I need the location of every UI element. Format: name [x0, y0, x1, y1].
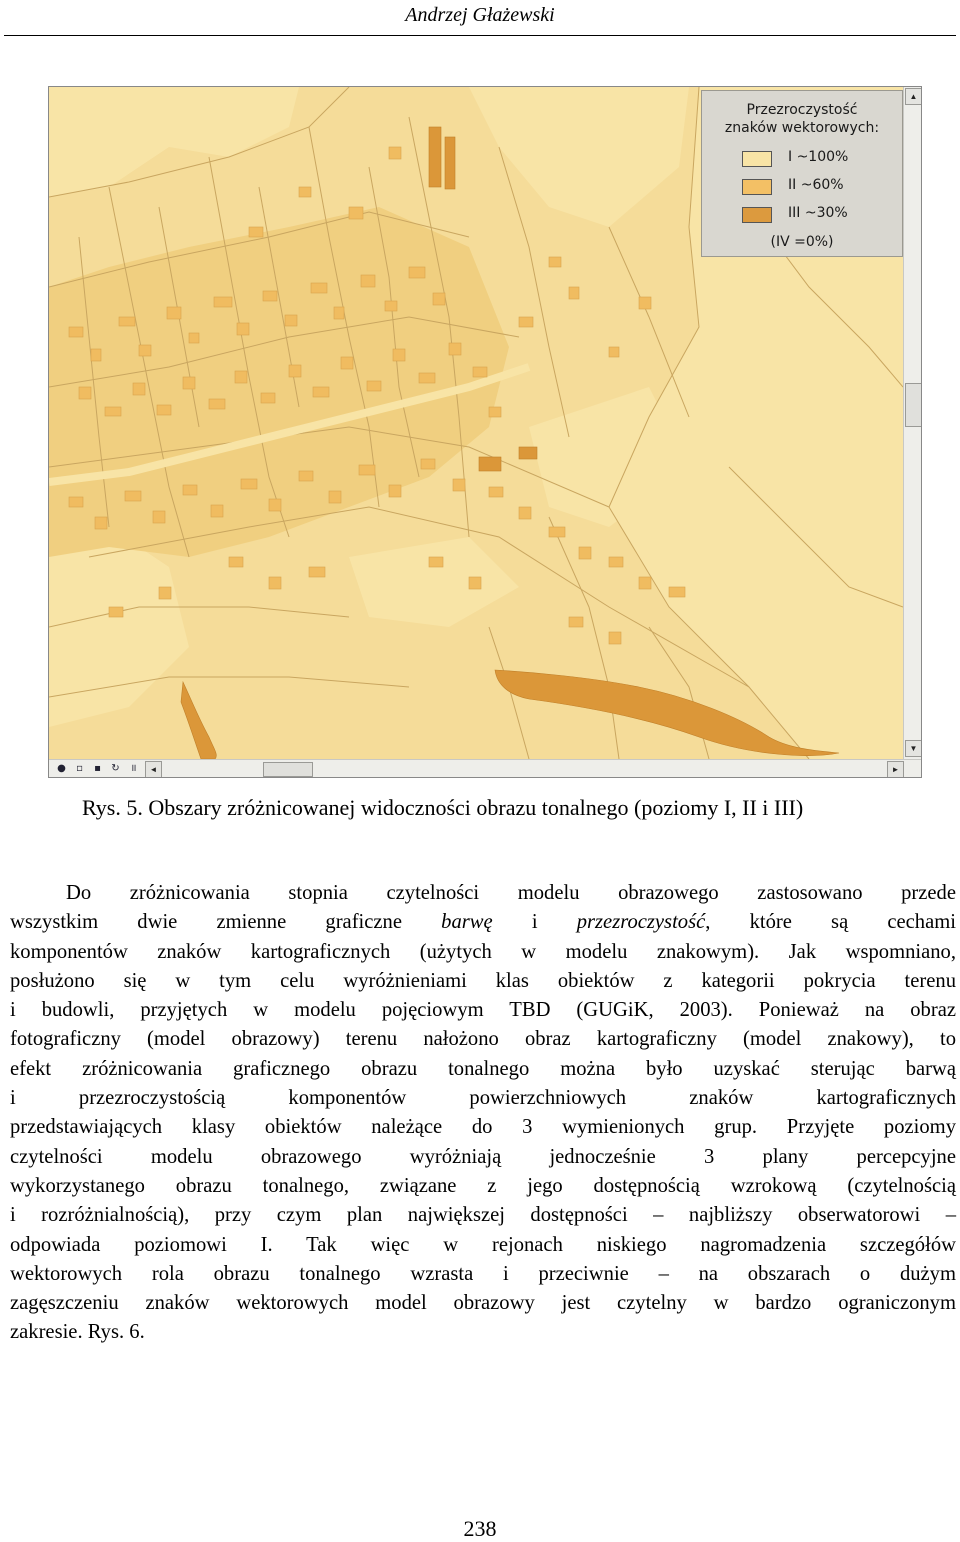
scroll-up-icon[interactable]: ▲	[905, 88, 922, 105]
legend-label: III ~30%	[788, 205, 848, 221]
legend-swatch	[742, 179, 772, 195]
pause-icon[interactable]: ॥	[130, 763, 137, 774]
legend-label: I ~100%	[788, 149, 849, 165]
page-number: 238	[463, 1516, 497, 1541]
body-paragraph	[10, 879, 956, 1348]
text-line: i rozróżnialnością), przy czym plan największej dostępności – najbliższy obserwatorowi –	[10, 1204, 956, 1227]
emphasis-term: przezroczystość	[576, 911, 706, 934]
emphasis-term: barwę	[441, 911, 493, 934]
text-line: fotograficzny (model obrazowy) terenu nałożono obraz kartograficzny (model znakowy), to	[10, 1028, 956, 1051]
text-line: efekt zróżnicowania graficznego obrazu tonalnego można było uzyskać sterując barwą	[10, 1057, 956, 1080]
figure-caption: Rys. 5. Obszary zróżnicowanej widoczności obrazu tonalnego (poziomy I, II i III)	[82, 795, 804, 820]
text-line: komponentów znaków kartograficznych (użytych w modelu znakowym). Jak wspomniano,	[10, 940, 956, 963]
legend-title: Przezroczystość znaków wektorowych:	[724, 102, 880, 136]
vertical-scroll-thumb[interactable]	[905, 383, 922, 427]
map-toolbar	[49, 759, 921, 778]
text-line: wykorzystanego obrazu tonalnego, związane z jego dostępnością wzrokową (czytelnością	[10, 1174, 956, 1197]
legend-swatch	[742, 151, 772, 167]
map-legend	[701, 90, 903, 257]
running-header: Andrzej Głażewski	[405, 4, 555, 26]
horizontal-scroll-thumb[interactable]	[263, 762, 313, 777]
text-line: zagęszczeniu znaków wektorowych model obrazowy jest czytelny w bardzo ograniczonym	[10, 1292, 956, 1315]
text-line: wektorowych rola obrazu tonalnego wzrasta i przeciwnie – na obszarach o dużym	[10, 1262, 956, 1285]
text-line: i przezroczystością komponentów powierzchniowych znaków kartograficznych	[10, 1087, 956, 1110]
legend-swatch	[742, 207, 772, 223]
pan-icon[interactable]: ▪	[94, 763, 101, 774]
map-figure	[48, 86, 922, 778]
text-line: wszystkim dwie zmienne graficzne barwę i przezroczystość, które są cechami	[10, 911, 956, 934]
zoom-icon[interactable]: ▫	[76, 763, 83, 774]
scroll-down-icon[interactable]: ▼	[905, 740, 922, 757]
text-line: odpowiada poziomowi I. Tak więc w rejonach niskiego nagromadzenia szczegółów	[10, 1233, 956, 1256]
refresh-icon[interactable]: ↻	[111, 763, 120, 774]
scroll-right-icon[interactable]: ►	[887, 761, 904, 778]
scroll-left-icon[interactable]: ◄	[145, 761, 162, 778]
legend-note: (IV =0%)	[770, 234, 834, 250]
text-line: przedstawiających klasy obiektów należące do 3 wymienionych grup. Przyjęte poziomy	[10, 1116, 956, 1139]
text-line: Do zróżnicowania stopnia czytelności modelu obrazowego zastosowano przede	[66, 882, 956, 904]
text-line: posłużono się w tym celu wyróżnieniami klas obiektów z kategorii pokrycia terenu	[10, 969, 956, 992]
pointer-icon[interactable]: ●	[57, 763, 66, 774]
header-rule	[4, 35, 956, 36]
text-line: i budowli, przyjętych w modelu pojęciowym TBD (GUGiK, 2003). Ponieważ na obraz	[10, 999, 956, 1022]
vertical-scrollbar[interactable]	[903, 87, 922, 759]
text-line: zakresie. Rys. 6.	[10, 1321, 145, 1344]
legend-label: II ~60%	[788, 177, 844, 193]
text-line: czytelności modelu obrazowego wyróżniają jednocześnie 3 plany percepcyjne	[10, 1145, 956, 1168]
